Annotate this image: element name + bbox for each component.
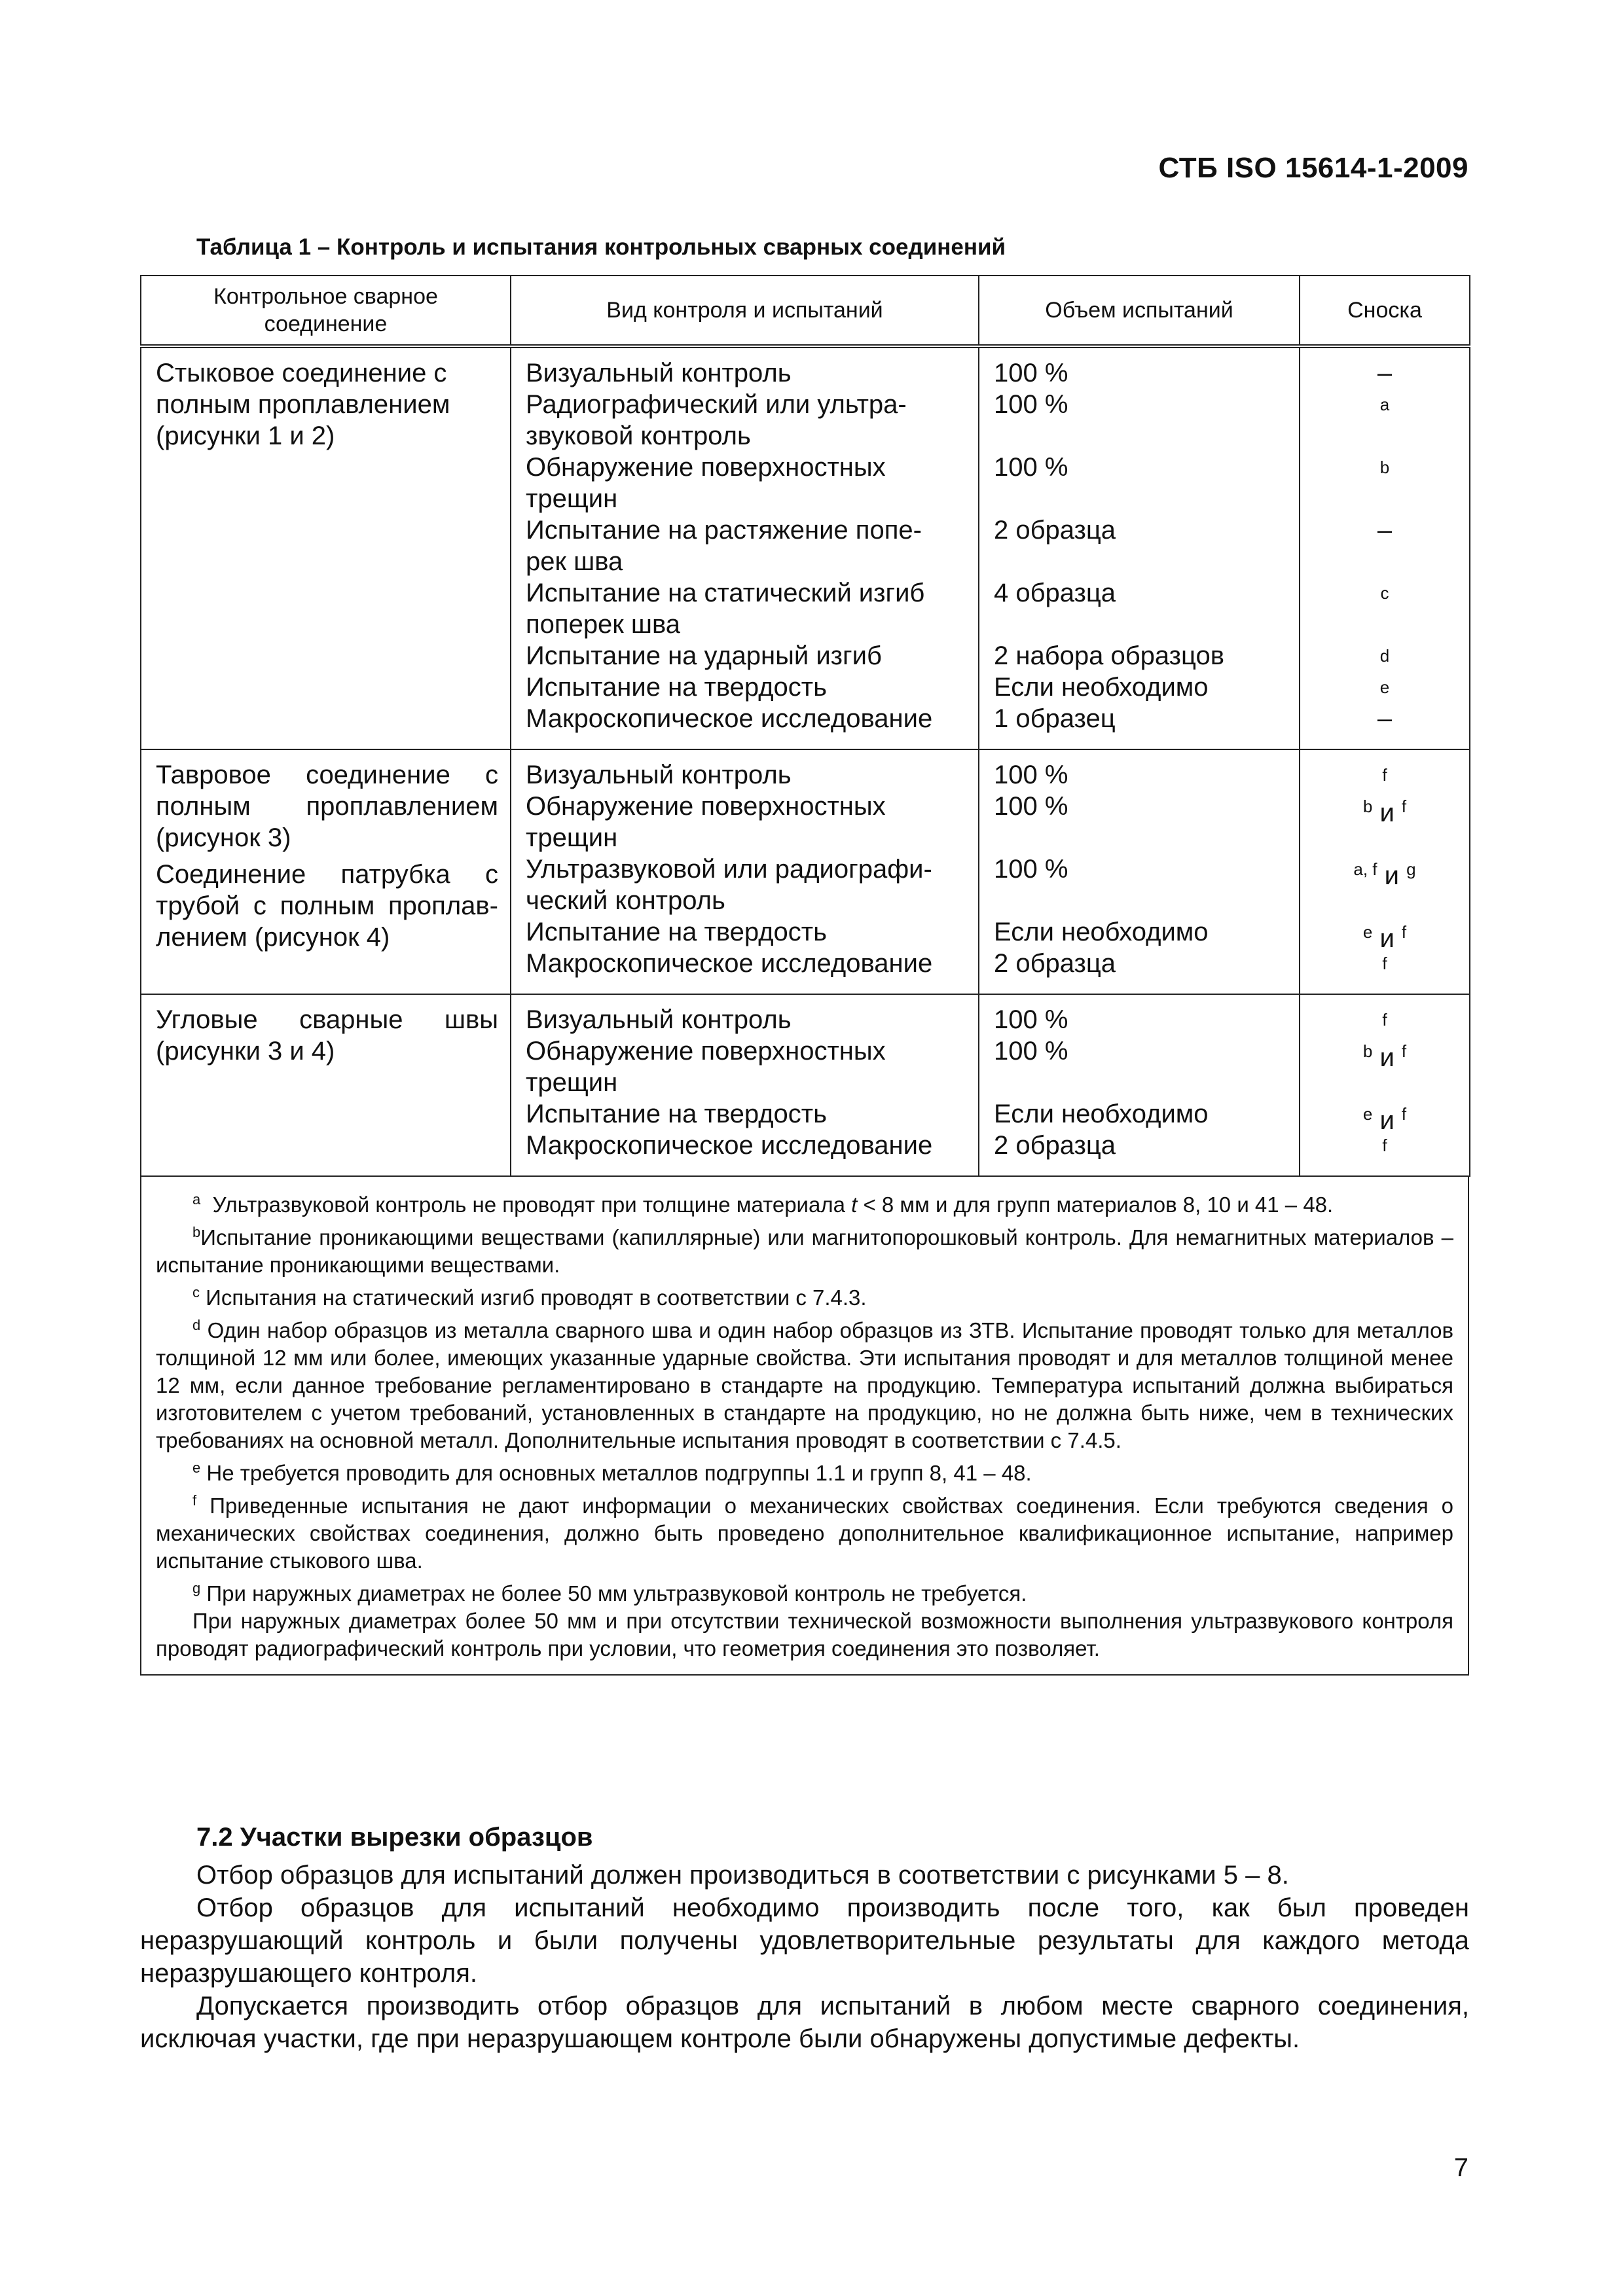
- footnote-mark: b: [1379, 457, 1390, 477]
- tests-cell: [511, 346, 979, 749]
- scope-line: 2 образца: [994, 1131, 1116, 1160]
- test-line: поперек шва: [526, 610, 681, 639]
- joint-line: (рисунки 1 и 2): [156, 422, 335, 450]
- scope-cell: [979, 994, 1300, 1176]
- footnote-mark: a, f: [1353, 859, 1377, 879]
- scope-cell: [979, 749, 1300, 994]
- scope-cell: [979, 346, 1300, 749]
- footnote-and: и: [1379, 798, 1395, 827]
- footnote-and: и: [1379, 1043, 1395, 1072]
- paragraph: Отбор образцов для испытаний должен производиться в соответствии с рисунками 5 – 8.: [196, 1861, 1289, 1890]
- note-text: < 8 мм и для групп материалов 8, 10 и 41 – 48.: [857, 1193, 1334, 1217]
- footnote-mark: f: [1401, 922, 1407, 942]
- paragraph: Допускается производить отбор образцов для испытаний в любом месте сварного соединения, исключая участки, где при неразрушающем контроле были обнаружены допустимые дефекты.: [140, 1992, 1469, 2053]
- joint-line: лением (рисунок 4): [156, 923, 390, 952]
- scope-line: 2 образца: [994, 949, 1116, 978]
- table-caption: Таблица 1 – Контроль и испытания контрольных сварных соединений: [196, 234, 1006, 260]
- test-line: Испытание на твердость: [526, 1100, 827, 1128]
- test-line: Испытание на твердость: [526, 918, 827, 946]
- test-line: Обнаружение поверхностных: [526, 792, 886, 821]
- note-text: Один набор образцов из металла сварного шва и один набор образцов из ЗТВ. Испытание проводят только для металлов толщиной 12 мм или более, имеющих указанные ударные свойства. Эти испытания проводят и для металлов толщиной менее 12 мм, если данное требование регламентировано в стандарте на продукцию. Температура испытаний должна выбираться изготовителем с учетом требований, установленных в стандарте на продукцию, но не должна быть ниже, чем в технических требованиях на основной металл. Дополнительные испытания проводят в соответствии с 7.4.5.: [156, 1318, 1453, 1452]
- section-body: [140, 1859, 1469, 2055]
- note-mark: f: [192, 1492, 197, 1509]
- footnote-and: и: [1379, 924, 1395, 953]
- note-g-continuation: [156, 1607, 1453, 1662]
- joint-cell: [141, 749, 511, 994]
- joint-line: трубой с полным проплав-: [156, 891, 498, 920]
- note-text: Не требуется проводить для основных металлов подгруппы 1.1 и групп 8, 41 – 48.: [206, 1461, 1032, 1485]
- scope-line: 100 %: [994, 390, 1068, 419]
- footnote-mark: f: [1382, 1136, 1387, 1155]
- footnote-mark: f: [1401, 1104, 1407, 1124]
- note-e: [156, 1454, 1453, 1487]
- footnote-mark: e: [1362, 922, 1373, 942]
- scope-line: Если необходимо: [994, 673, 1209, 702]
- footnote-dash: –: [1377, 359, 1393, 387]
- scope-line: 1 образец: [994, 704, 1116, 733]
- scope-line: 2 набора образцов: [994, 641, 1224, 670]
- footnote-dash: –: [1377, 704, 1393, 733]
- test-line: трещин: [526, 1068, 618, 1097]
- note-mark: a: [192, 1191, 201, 1208]
- footnote-mark: b: [1362, 1041, 1373, 1061]
- table-row-fillet-welds: [141, 994, 1470, 1176]
- test-line: Обнаружение поверхностных: [526, 1037, 886, 1066]
- footnote-mark: f: [1401, 797, 1407, 816]
- footnote-mark: f: [1382, 1010, 1387, 1030]
- scope-line: 100 %: [994, 453, 1068, 482]
- note-mark: d: [192, 1317, 201, 1333]
- header-footnote: Сноска: [1300, 276, 1470, 346]
- joint-line: полным проплавлением: [156, 792, 498, 821]
- footnote-dash: –: [1377, 516, 1393, 545]
- note-text: Ультразвуковой контроль не проводят при толщине материала: [212, 1193, 852, 1217]
- test-line: Испытание на ударный изгиб: [526, 641, 882, 670]
- footnote-mark: f: [1401, 1041, 1407, 1061]
- test-line: Визуальный контроль: [526, 761, 792, 789]
- standard-code: СТБ ISO 15614-1-2009: [1158, 152, 1468, 184]
- footnote-mark: b: [1362, 797, 1373, 816]
- note-variable: t: [851, 1193, 858, 1217]
- joint-line: (рисунок 3): [156, 823, 291, 852]
- note-d: [156, 1312, 1453, 1454]
- table-header-row: [141, 276, 1470, 346]
- test-line: Ультразвуковой или радиографи-: [526, 855, 932, 884]
- header-test-type: Вид контроля и испытаний: [511, 276, 979, 346]
- section-title: 7.2 Участки вырезки образцов: [196, 1823, 593, 1852]
- note-text: Испытание проникающими веществами (капиллярные) или магнитопорошковый контроль. Для немагнитных материалов – испытание проникающими веществами.: [156, 1225, 1453, 1277]
- test-line: Визуальный контроль: [526, 359, 792, 387]
- scope-line: 2 образца: [994, 516, 1116, 545]
- scope-line: 100 %: [994, 761, 1068, 789]
- table-row-butt-joint: [141, 346, 1470, 749]
- note-mark: e: [192, 1460, 201, 1476]
- note-g: [156, 1575, 1453, 1607]
- note-text: При наружных диаметрах более 50 мм и при отсутствии технической возможности выполнения ультразвукового контроля проводят радиографический контроль при условии, что геометрия соединения это позволяет.: [156, 1609, 1453, 1660]
- footnote-mark: e: [1362, 1104, 1373, 1124]
- tests-cell: [511, 749, 979, 994]
- footnote-mark: e: [1379, 677, 1390, 697]
- test-line: Макроскопическое исследование: [526, 949, 933, 978]
- test-line: Обнаружение поверхностных: [526, 453, 886, 482]
- tests-cell: [511, 994, 979, 1176]
- test-line: Макроскопическое исследование: [526, 704, 933, 733]
- note-a: [156, 1186, 1453, 1219]
- joint-line: (рисунки 3 и 4): [156, 1037, 335, 1066]
- test-line: Испытание на твердость: [526, 673, 827, 702]
- footnote-mark: f: [1382, 954, 1387, 973]
- scope-line: 100 %: [994, 855, 1068, 884]
- joint-line: Стыковое соединение с: [156, 359, 447, 387]
- joint-line: Соединение патрубка с: [156, 860, 498, 889]
- test-line: рек шва: [526, 547, 623, 576]
- scope-line: 100 %: [994, 1005, 1068, 1034]
- footnote-cell: [1300, 994, 1470, 1176]
- joint-cell: [141, 346, 511, 749]
- test-line: трещин: [526, 484, 618, 513]
- joint-line: полным проплавлением: [156, 390, 450, 419]
- footnote-mark: d: [1379, 646, 1390, 666]
- note-text: Испытания на статический изгиб проводят в соответствии с 7.4.3.: [206, 1285, 867, 1310]
- test-table: [140, 275, 1469, 1676]
- header-joint: Контрольное сварное соединение: [141, 276, 511, 346]
- scope-line: Если необходимо: [994, 1100, 1209, 1128]
- note-b: [156, 1219, 1453, 1279]
- footnote-and: и: [1379, 1106, 1395, 1135]
- joint-cell: [141, 994, 511, 1176]
- test-line: ческий контроль: [526, 886, 725, 915]
- scope-line: Если необходимо: [994, 918, 1209, 946]
- scope-line: 100 %: [994, 792, 1068, 821]
- table-row-t-joint: [141, 749, 1470, 994]
- footnote-mark: g: [1406, 859, 1416, 879]
- test-line: трещин: [526, 823, 618, 852]
- header-scope: Объем испытаний: [979, 276, 1300, 346]
- note-c: [156, 1279, 1453, 1312]
- table-notes: [140, 1177, 1469, 1676]
- test-line: Радиографический или ультра-: [526, 390, 907, 419]
- footnote-mark: f: [1382, 765, 1387, 785]
- test-line: Испытание на растяжение попе-: [526, 516, 922, 545]
- note-mark: c: [192, 1284, 200, 1300]
- test-line: Визуальный контроль: [526, 1005, 792, 1034]
- joint-line: Тавровое соединение с: [156, 761, 498, 789]
- note-mark: b: [192, 1224, 201, 1240]
- scope-line: 4 образца: [994, 579, 1116, 607]
- scope-line: 100 %: [994, 1037, 1068, 1066]
- footnote-mark: a: [1379, 395, 1390, 414]
- footnote-cell: [1300, 749, 1470, 994]
- joint-line: Угловые сварные швы: [156, 1005, 498, 1034]
- note-text: При наружных диаметрах не более 50 мм ультразвуковой контроль не требуется.: [206, 1581, 1027, 1605]
- scope-line: 100 %: [994, 359, 1068, 387]
- footnote-cell: [1300, 346, 1470, 749]
- test-line: звуковой контроль: [526, 422, 751, 450]
- page-number: 7: [1453, 2153, 1468, 2182]
- paragraph: Отбор образцов для испытаний необходимо производить после того, как был проведен неразрушающий контроль и были получены удовлетворительные результаты для каждого метода неразрушающего контроля.: [140, 1893, 1469, 1988]
- footnote-mark: c: [1380, 583, 1389, 603]
- note-mark: g: [192, 1580, 201, 1596]
- note-text: Приведенные испытания не дают информации о механических свойствах соединения. Если требуются сведения о механических свойствах соединения, должно быть проведено дополнительное квалификационное испытание, например испытание стыкового шва.: [156, 1494, 1453, 1573]
- test-line: Макроскопическое исследование: [526, 1131, 933, 1160]
- footnote-and: и: [1384, 861, 1399, 890]
- note-f: [156, 1487, 1453, 1575]
- test-table-grid: [140, 275, 1470, 1177]
- test-line: Испытание на статический изгиб: [526, 579, 925, 607]
